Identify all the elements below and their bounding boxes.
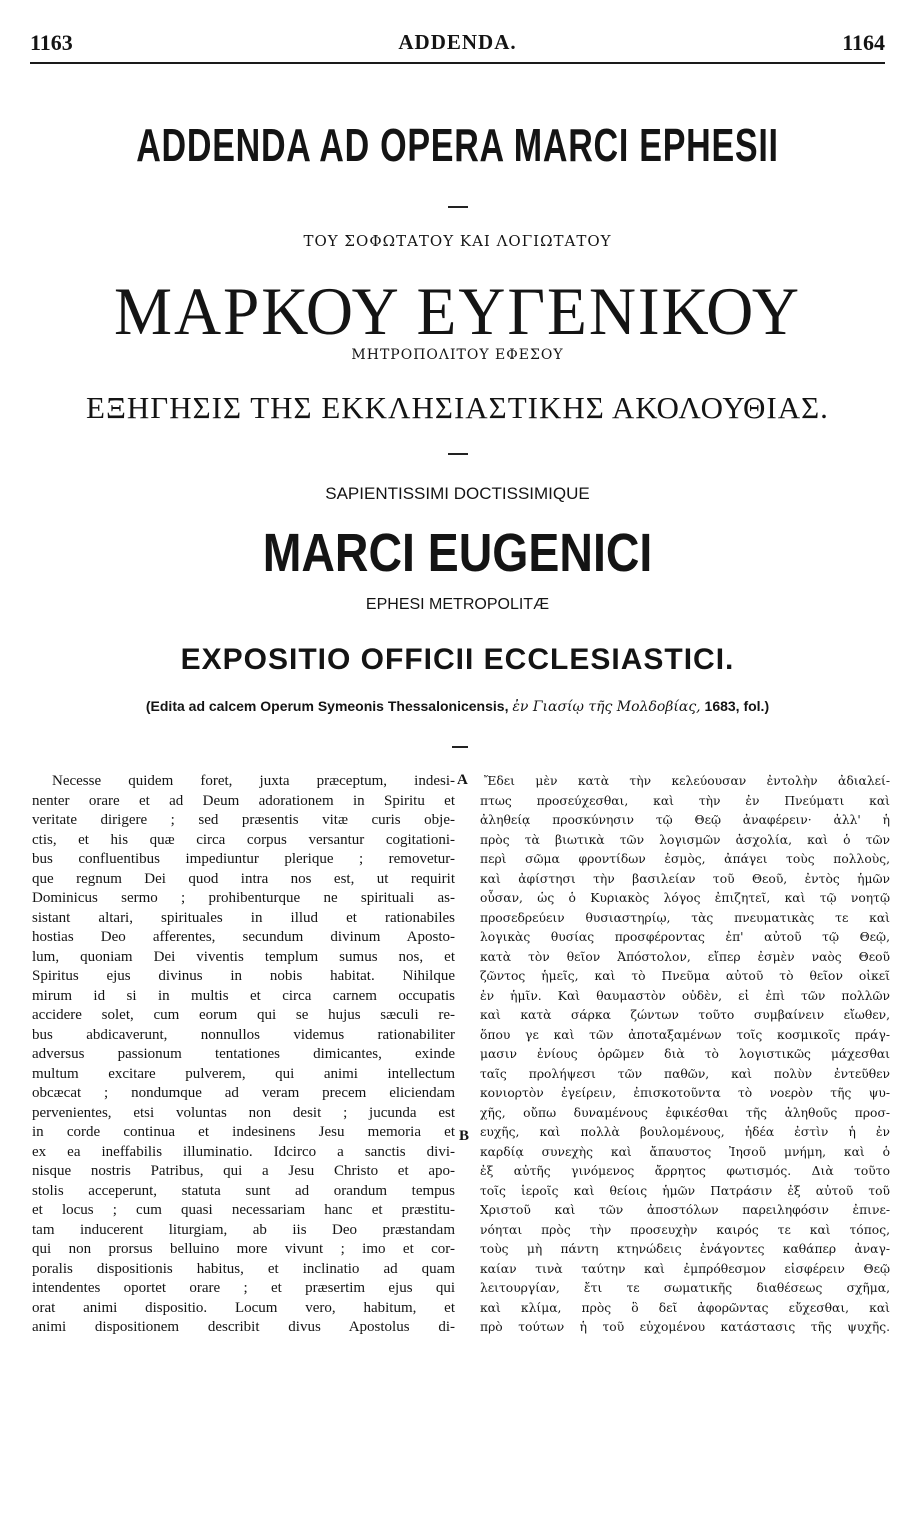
text-line: poralis dispositionis habitus, et inclinatio ad quam xyxy=(32,1260,455,1277)
text-line: multum excitare pulverem, qui animi intellectum xyxy=(32,1065,455,1082)
text-line: καὶ ἀφίστησι τὴν βασιλείαν τοῦ Θεοῦ, ἐντὸς ἡμῶν xyxy=(480,871,890,886)
greek-author-name: ΜΑΡΚΟΥ ΕΥΓΕΝΙΚΟΥ xyxy=(114,273,802,349)
text-line: orat animi dispositio. Locum vero, habitum, et xyxy=(32,1299,455,1316)
text-line: bus confluentibus impediuntur plerique ; removetur- xyxy=(32,851,455,867)
separator-dash xyxy=(448,206,468,208)
latin-title: ADDENDA AD OPERA MARCI EPHESII xyxy=(136,119,779,171)
text-line: ἀληθείᾳ προσκύνησιν τῷ Θεῷ ἀναφέρειν· ἀλλ' ἡ xyxy=(480,813,890,827)
text-line: καρδίᾳ συνεχὴς καὶ ἄπαυστος Ἰησοῦ μνήμη, καὶ ὁ xyxy=(480,1144,890,1159)
text-line: χῆς, οὔπω δυναμένους ἐφικέσθαι τῆς ἀληθοῦς προσ- xyxy=(480,1105,890,1120)
text-line: τοὺς μὴ πάντη κτηνώδεις ἐνάγοντες καθάπερ ἀναγ- xyxy=(480,1242,890,1256)
text-line: Ἔδει μὲν κατὰ τὴν κελεύουσαν ἐντολὴν ἀδιαλεί- xyxy=(484,774,890,788)
text-line: οὖσαν, ὡς ὁ Κυριακὸς λόγος ἐπιζητεῖ, καὶ τῷ νοητῷ xyxy=(480,891,890,905)
running-title: ADDENDA. xyxy=(398,30,517,54)
text-line: λειτουργίαν, ἔτι τε σωματικῆς διαθέσεως σχῆμα, xyxy=(480,1281,890,1295)
text-line: νόηται πρὸς τὴν προσευχὴν καιρός τε καὶ τόπος, xyxy=(480,1222,890,1237)
text-line: κονιορτὸν ἐγείρειν, ἐπισκοτοῦντα τὸ νοερὸν τῆς ψυ- xyxy=(480,1086,890,1100)
text-line: ταῖς προλήψεσι τῶν παθῶν, καὶ πολὺν ἐντεῦθεν xyxy=(480,1066,890,1081)
text-line: καὶ κλίμα, πρὸς ὃ δεῖ ἀφορῶντας εὔχεσθαι, καὶ xyxy=(480,1300,890,1315)
text-line: mirum id si in multis et circa carnem occupatis xyxy=(32,987,455,1004)
edition-note-end: 1683, fol.) xyxy=(704,698,770,714)
edition-note-greek: ἐν Γιασίῳ τῆς Μολδοβίας, xyxy=(512,699,701,715)
text-line: ἐν ἡμῖν. Καὶ θαυμαστὸν οὐδὲν, εἰ ἐπὶ τῶν πολλῶν xyxy=(480,988,890,1003)
margin-marker-a: A xyxy=(457,772,468,788)
greek-work-title: ΕΞΗΓΗΣΙΣ ΤΗΣ ΕΚΚΛΗΣΙΑΣΤΙΚΗΣ ΑΚΟΛΟΥΘΙΑΣ. xyxy=(86,390,829,425)
latin-work-title: EXPOSITIO OFFICII ECCLESIASTICI. xyxy=(180,643,735,676)
text-line: qui non prorsus belluino more vivunt ; imo et cor- xyxy=(32,1241,455,1257)
separator-dash xyxy=(448,453,468,455)
text-line: μασιν ἐνίους ὁρῶμεν διὰ τὸ λογιστικῶς μάχεσθαι xyxy=(480,1047,890,1061)
text-line: in corde continua et indesinens Jesu memoria et xyxy=(32,1124,455,1140)
text-line: Necesse quidem foret, juxta præceptum, indesi- xyxy=(52,773,455,789)
text-line: obcæcat ; nondumque ad veram precem eliciendam xyxy=(32,1085,455,1101)
text-line: καίαν τινὰ ταύτην καὶ ἐμπρόθεσμον εἰσφέρειν Θεῷ xyxy=(480,1261,890,1276)
text-line: nisque nostris Patribus, qui a Jesu Christo et apo- xyxy=(32,1163,455,1179)
text-line: ὅπου γε καὶ τῶν ἀποταξαμένων τοῖς κοσμικοῖς πράγ- xyxy=(480,1027,890,1042)
text-line: veritate dirigere ; sed præsentis vitæ curis obje- xyxy=(32,812,455,828)
text-line: τοῖς ἱεροῖς καὶ θείοις ἡμῶν Πατράσιν ἐξ αὐτοῦ τοῦ xyxy=(480,1183,890,1198)
greek-epithet: ΤΟΥ ΣΟΦΩΤΑΤΟΥ ΚΑΙ ΛΟΓΙΩΤΑΤΟΥ xyxy=(303,232,612,250)
text-line: hostias Deo afferentes, secundum divinum Aposto- xyxy=(32,929,455,945)
latin-epithet: SAPIENTISSIMI DOCTISSIMIQUE xyxy=(325,484,590,503)
text-line: sistant altari, spirituales in illud et rationabiles xyxy=(32,909,455,926)
text-line: λογικὰς θυσίας προσφέροντας ἐπ' αὐτοῦ τῷ Θεῷ, xyxy=(480,930,890,944)
text-line: πρὸ τούτων ἡ τοῦ εὐχομένου κατάστασις τῆς ψυχῆς. xyxy=(480,1320,890,1334)
text-line: ctis, et his quæ circa corpus versantur cogitationi- xyxy=(32,831,455,848)
text-line: πρὸς τὰ βιωτικὰ τῶν λογισμῶν ἀσχολία, καὶ ὁ τῶν xyxy=(480,832,890,847)
edition-note xyxy=(0,698,915,715)
text-line: animi dispositionem describit divus Apostolus di- xyxy=(32,1319,455,1335)
latin-author-name: MARCI EUGENICI xyxy=(262,523,653,583)
text-line: stolis acceperunt, statuta sunt ad orandum tempus xyxy=(32,1182,455,1199)
text-line: προσεδρεύειν θυσιαστηρίῳ, τὰς πνευματικὰς τε καὶ xyxy=(480,910,890,925)
text-line: Χριστοῦ καὶ τῶν ἀποστόλων παρειληφόσιν ἐπινε- xyxy=(480,1203,890,1217)
text-line: Spiritus ejus divinus in nobis habitat. Nihilque xyxy=(32,968,455,984)
text-line: et locus ; cum quasi necessariam hanc et præstitu- xyxy=(32,1202,455,1218)
text-line: bus abdicaverunt, nonnullos videmus rationabiliter xyxy=(32,1026,455,1043)
text-line: ευχῆς, καὶ πολλὰ βουλομένους, ἡδέα ἐστὶν ἡ ἐν xyxy=(480,1125,890,1139)
text-line: que regnum Dei quod intra nos est, ut requirit xyxy=(32,870,455,887)
latin-column xyxy=(32,772,455,1338)
edition-note-start: (Edita ad calcem Operum Symeonis Thessalonicensis, xyxy=(145,698,509,714)
latin-see: EPHESI METROPOLITÆ xyxy=(365,596,550,613)
separator-dash xyxy=(452,746,468,748)
text-line: κατὰ τὸν θεῖον Ἀπόστολον, εἴπερ ἐσμὲν ναὸς Θεοῦ xyxy=(480,949,890,964)
text-line: πτως προσεύχεσθαι, καὶ τὴν ἐν Πνεύματι καὶ xyxy=(480,793,890,808)
header-rule xyxy=(30,62,885,64)
running-head xyxy=(30,30,885,60)
text-line: accidere solet, cum eorum qui se hujus sæculi re- xyxy=(32,1007,455,1023)
text-line: ζῶντος ἡμεῖς, καὶ τὸ Πνεῦμα αὐτοῦ τὸ θεῖον οἰκεῖ xyxy=(480,969,890,983)
text-line: nenter orare et ad Deum adorationem in Spiritu et xyxy=(32,792,455,809)
greek-column xyxy=(480,772,890,1338)
text-line: καὶ κατὰ σάρκα ζώντων τοῦτο συμβαίνειν εἴωθεν, xyxy=(480,1008,890,1022)
text-line: pervenientes, etsi voluntas non desit ; jucunda est xyxy=(32,1104,455,1121)
text-line: adversus passionum tentationes dimicantes, exinde xyxy=(32,1046,455,1062)
text-line: ex ea ineffabilis illuminatio. Idcirco a sanctis divi- xyxy=(32,1143,455,1160)
text-line: ἐξ αὐτῆς γινόμενος ἄρρητος φωτισμός. Διὰ τοῦτο xyxy=(480,1164,890,1178)
page-number-right: 1164 xyxy=(842,30,885,55)
margin-marker-b: B xyxy=(459,1128,470,1144)
page-number-left: 1163 xyxy=(30,30,73,55)
text-line: περὶ σῶμα φροντίδων ἐσμὸς, ἀπάγει τοὺς πολλοὺς, xyxy=(480,852,890,866)
text-line: intendentes oportet orare ; et præsertim ejus qui xyxy=(32,1280,455,1296)
greek-see: ΜΗΤΡΟΠΟΛΙΤΟΥ ΕΦΕΣΟΥ xyxy=(351,347,564,363)
text-line: tam inducerent liturgiam, ab iis Deo præstandam xyxy=(32,1221,455,1238)
text-line: Dominicus sermo ; prohibenturque ne spirituali as- xyxy=(32,890,455,906)
text-line: lum, quoniam Dei viventis templum sumus nos, et xyxy=(32,948,455,965)
